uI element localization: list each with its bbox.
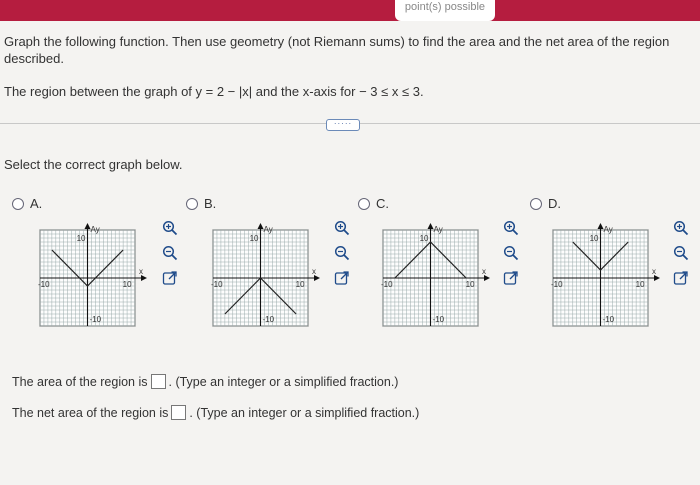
radio-d[interactable] [530,198,542,210]
x-tick-right: 10 [122,280,132,289]
area-input[interactable] [151,374,166,389]
option-d[interactable] [530,196,561,211]
x-tick-right: 10 [295,280,305,289]
more-button[interactable]: ····· [326,119,360,131]
area-label: The area of the region is [12,374,148,389]
option-d-label: D. [548,196,561,211]
x-tick-right: 10 [635,280,645,289]
points-text: point(s) possible [395,0,495,21]
radio-a[interactable] [12,198,24,210]
zoom-out-icon[interactable] [673,245,689,261]
radio-c[interactable] [358,198,370,210]
zoom-out-icon[interactable] [334,245,350,261]
net-area-hint: . (Type an integer or a simplified fraction.) [189,405,420,420]
zoom-out-icon[interactable] [162,245,178,261]
question-instruction: Graph the following function. Then use geometry (not Riemann sums) to find the area and the net area of the region described. [4,34,670,66]
graph-b[interactable] [205,222,330,334]
y-axis-label: Ay [90,225,100,234]
expand-icon[interactable] [162,270,178,286]
question-region: The region between the graph of y = 2 − |x| and the x-axis for − 3 ≤ x ≤ 3. [4,84,424,99]
option-a[interactable] [12,196,42,211]
option-b[interactable] [186,196,216,211]
x-tick-left: -10 [551,280,563,289]
y-axis-label: Ay [433,225,443,234]
net-area-input[interactable] [171,405,186,420]
x-tick-left: -10 [38,280,50,289]
zoom-in-icon[interactable] [334,220,350,236]
graph-c[interactable] [375,222,500,334]
x-axis-label: x [139,267,143,276]
option-c[interactable] [358,196,389,211]
option-b-label: B. [204,196,217,211]
expand-icon[interactable] [673,270,689,286]
y-axis-label: Ay [263,225,273,234]
select-prompt: Select the correct graph below. [4,157,183,172]
y-tick-top: 10 [589,234,599,243]
y-tick-bottom: -10 [262,315,275,324]
radio-b[interactable] [186,198,198,210]
area-answer-row [12,374,398,389]
graph-d[interactable] [545,222,670,334]
expand-icon[interactable] [503,270,519,286]
x-tick-left: -10 [211,280,223,289]
zoom-in-icon[interactable] [162,220,178,236]
zoom-out-icon[interactable] [503,245,519,261]
x-axis-label: x [652,267,656,276]
area-hint: . (Type an integer or a simplified fraction.) [168,374,399,389]
expand-icon[interactable] [334,270,350,286]
zoom-in-icon[interactable] [503,220,519,236]
net-area-answer-row [12,405,419,420]
y-tick-bottom: -10 [432,315,445,324]
x-axis-label: x [482,267,486,276]
option-c-label: C. [376,196,389,211]
graph-a[interactable] [32,222,157,334]
y-tick-top: 10 [249,234,259,243]
y-tick-top: 10 [76,234,86,243]
y-axis-label: Ay [603,225,613,234]
y-tick-bottom: -10 [602,315,615,324]
option-a-label: A. [30,196,43,211]
x-tick-left: -10 [381,280,393,289]
net-area-label: The net area of the region is [12,405,169,420]
zoom-in-icon[interactable] [673,220,689,236]
y-tick-bottom: -10 [89,315,102,324]
top-bar [0,0,700,21]
x-tick-right: 10 [465,280,475,289]
x-axis-label: x [312,267,316,276]
y-tick-top: 10 [419,234,429,243]
